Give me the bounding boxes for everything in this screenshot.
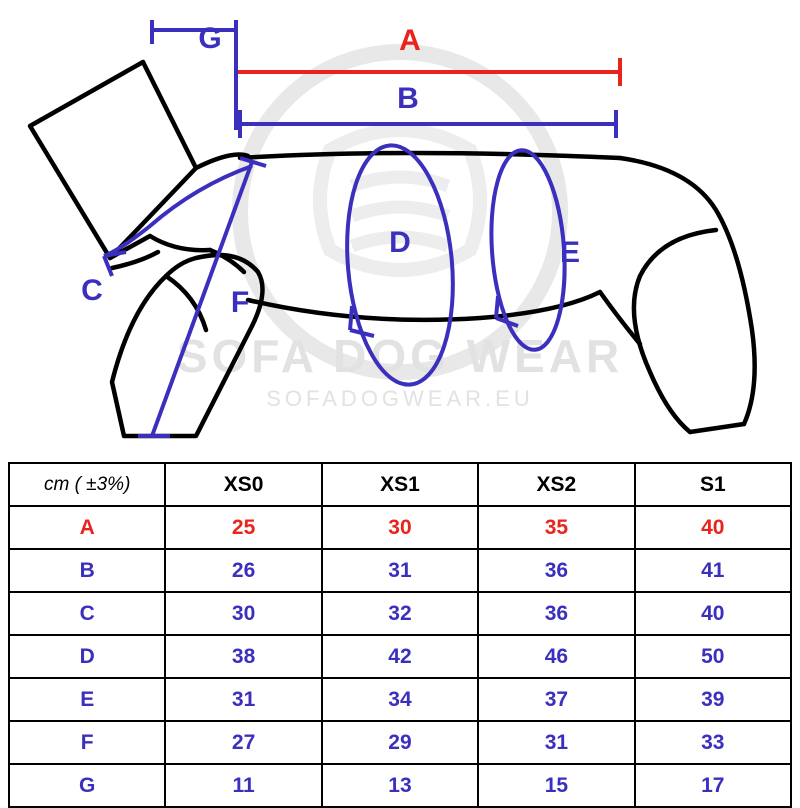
row-key-b: B	[9, 549, 165, 592]
row-key-c: C	[9, 592, 165, 635]
cell-e-xs2: 37	[478, 678, 634, 721]
cell-a-xs1: 30	[322, 506, 478, 549]
cell-f-xs2: 31	[478, 721, 634, 764]
label-f: F	[230, 286, 250, 319]
column-header-xs1: XS1	[322, 463, 478, 506]
cell-b-xs0: 26	[165, 549, 321, 592]
cell-d-xs0: 38	[165, 635, 321, 678]
label-g: G	[198, 22, 222, 55]
cell-e-xs0: 31	[165, 678, 321, 721]
cell-f-xs1: 29	[322, 721, 478, 764]
column-header-xs0: XS0	[165, 463, 321, 506]
label-a: A	[399, 24, 421, 57]
cell-g-xs1: 13	[322, 764, 478, 807]
watermark-subtitle: SOFADOGWEAR.EU	[266, 386, 534, 411]
table-row	[9, 549, 791, 592]
measure-line-g	[152, 20, 236, 130]
row-key-f: F	[9, 721, 165, 764]
label-e: E	[559, 236, 581, 269]
row-key-d: D	[9, 635, 165, 678]
cell-e-xs1: 34	[322, 678, 478, 721]
cell-g-xs0: 11	[165, 764, 321, 807]
label-c: C	[81, 274, 103, 307]
table-row	[9, 506, 791, 549]
cell-b-xs2: 36	[478, 549, 634, 592]
cell-a-xs0: 25	[165, 506, 321, 549]
cell-e-s1: 39	[635, 678, 791, 721]
cell-g-s1: 17	[635, 764, 791, 807]
column-header-s1: S1	[635, 463, 791, 506]
size-table	[8, 462, 792, 808]
cell-b-xs1: 31	[322, 549, 478, 592]
row-key-e: E	[9, 678, 165, 721]
cell-a-s1: 40	[635, 506, 791, 549]
table-row	[9, 721, 791, 764]
cell-f-xs0: 27	[165, 721, 321, 764]
table-corner-label: cm ( ±3%)	[9, 463, 165, 506]
cell-b-s1: 41	[635, 549, 791, 592]
cell-g-xs2: 15	[478, 764, 634, 807]
cell-d-xs2: 46	[478, 635, 634, 678]
cell-c-xs1: 32	[322, 592, 478, 635]
table-row	[9, 635, 791, 678]
row-key-a: A	[9, 506, 165, 549]
column-header-xs2: XS2	[478, 463, 634, 506]
watermark-title: SOFA DOG WEAR	[176, 330, 624, 382]
cell-d-s1: 50	[635, 635, 791, 678]
cell-d-xs1: 42	[322, 635, 478, 678]
table-row	[9, 678, 791, 721]
table-row	[9, 764, 791, 807]
table-header-row	[9, 463, 791, 506]
label-b: B	[397, 82, 419, 115]
table-row	[9, 592, 791, 635]
cell-f-s1: 33	[635, 721, 791, 764]
cell-a-xs2: 35	[478, 506, 634, 549]
cell-c-s1: 40	[635, 592, 791, 635]
label-d: D	[389, 226, 411, 259]
row-key-g: G	[9, 764, 165, 807]
cell-c-xs2: 36	[478, 592, 634, 635]
cell-c-xs0: 30	[165, 592, 321, 635]
